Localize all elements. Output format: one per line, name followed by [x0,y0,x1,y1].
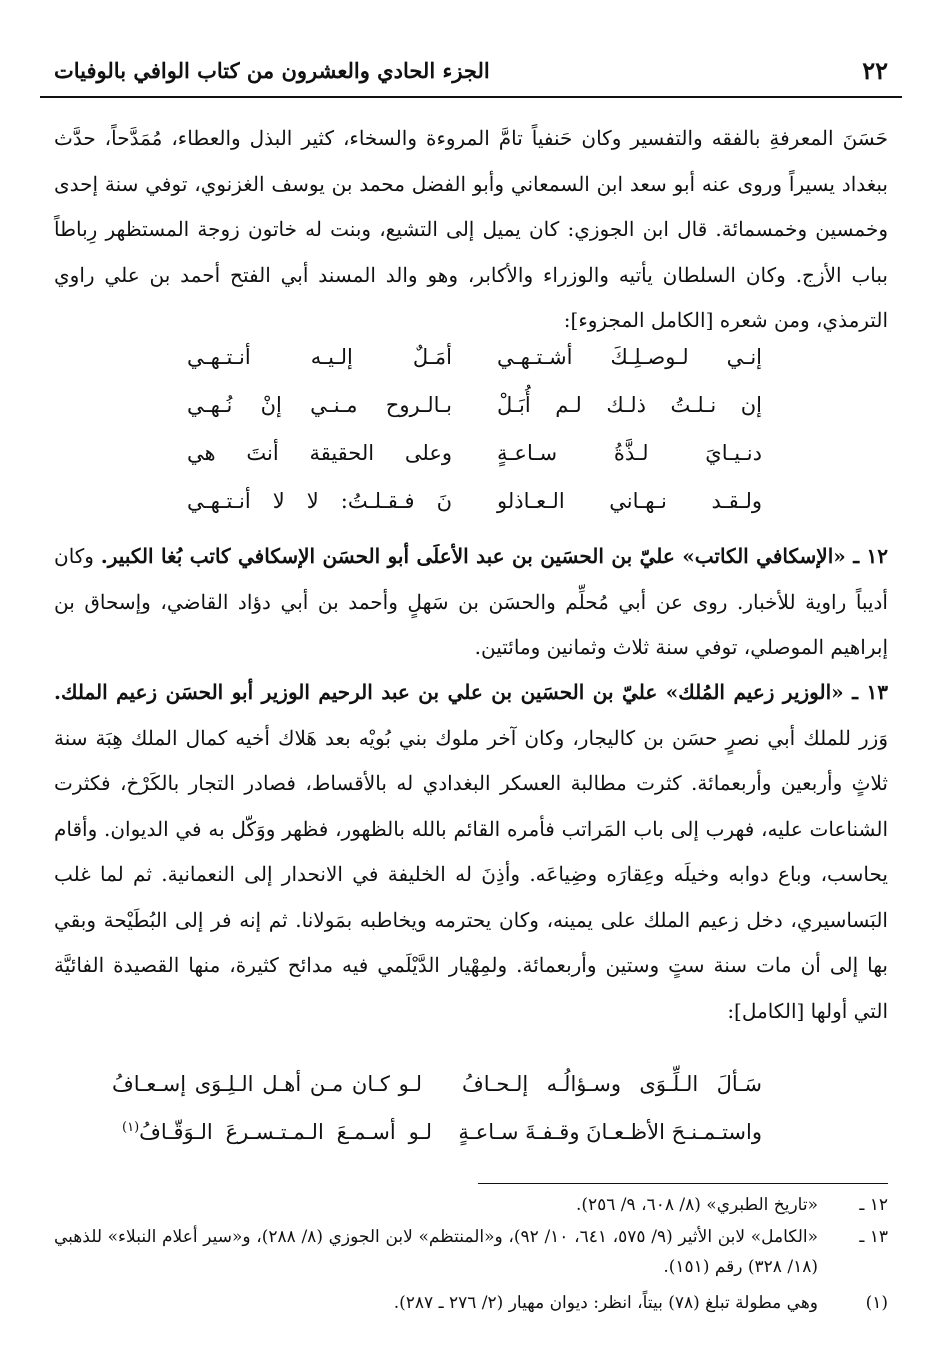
poem-verse [162,393,762,447]
page-header [40,52,902,98]
verse-first-hemistich: إن نـلـتُ ذلـك لـم أُبَـلْ [497,393,762,417]
page-number: ٢٢ [862,56,888,85]
footnote [54,1222,888,1282]
footnote-text: وهي مطولة تبلغ (٧٨) بيتاً، انظر: ديوان مهيار (٢/ ٢٧٦ ـ ٢٨٧). [393,1293,818,1313]
entry-13-heading: ١٣ ـ «الوزير زعيم المُلك» عليّ بن الحسَين بن علي بن عبد الرحيم الوزير أبو الحسَن زعيم الملك. [54,680,888,704]
footnote-number: ١٢ ـ [859,1195,888,1215]
verse-first-hemistich: ولـقـد نـهـاني الـعـاذلو [497,489,762,513]
entry-13 [54,670,888,1034]
footnote-text: «تاريخ الطبري» (٨/ ٦٠٨، ٩/ ٢٥٦). [575,1195,818,1215]
footnote-divider [478,1183,888,1184]
verse-first-hemistich: واستـمـنـحَ الأظـعـانَ وقـفـةَ سـاعـةٍ [458,1120,762,1144]
verse-first-hemistich: دنـيـايَ لـذَّةُ سـاعـةٍ [497,441,762,465]
footnote [54,1288,888,1318]
verse-first-hemistich: إنـي لـوصـلِـكَ أشـتـهـي [497,345,762,369]
intro-paragraph: حَسَنَ المعرفةِ بالفقه والتفسير وكان حَنفياً تامَّ المروءة والسخاء، كثير البذل والعطاء، مُمَدَّحاً، حدَّث ببغداد يسيراً وروى عنه أبو سعد ابن السمعاني وأبو الفضل محمد بن يوسف الغزنوي، توفي سنة إحدى وخمسين وخمسمائة. قال ابن الجوزي: كان يميل إلى التشيع، وبنت له خاتون زوجة المستظهر رِباطاً بباب الأزج. وكان السلطان يأتيه والوزراء والأكابر، وهو والد المسند أبي الفتح أحمد بن علي راوي الترمذي، ومن شعره [الكامل المجزوء]: [54,126,888,332]
verse-second-hemistich: أمَـلٌ إلـيـه أنـتـهـي [187,345,452,369]
entry-12 [54,534,888,671]
footnote-number: ١٣ ـ [859,1227,888,1247]
poem-verse [162,345,762,399]
poem-verse [162,441,762,495]
footnote-text: «الكامل» لابن الأثير (٩/ ٥٧٥، ٦٤١، ١٠/ ٩٢)، و«المنتظم» لابن الجوزي (٨/ ٢٨٨)، و«سير أعلام النبلاء» للذهبي (١٨/ ٣٢٨) رقم (١٥١). [54,1227,818,1277]
entry-12-heading: ١٢ ـ «الإسكافي الكاتب» عليّ بن الحسَين بن عبد الأعلَى أبو الحسَن الإسكافي كاتب بُغا الكبير. [100,544,888,568]
verse-first-hemistich: سَـألَ الـلِّـوَى وسـؤالُـه إلـحـافُ [462,1072,762,1096]
verse-second-hemistich: لـو كـان مـن أهـل الـلِـوَى إسـعـافُ [112,1072,422,1096]
running-title: الجزء الحادي والعشرون من كتاب الوافي بالوفيات [54,58,490,83]
footnote-number: (١) [865,1293,888,1313]
entry-12-text: وكان أديباً راوية للأخبار. روى عن أبي مُحلِّم والحسَن بن سَهلٍ وأحمد بن أبي دؤاد القاضي، وإسحاق بن إبراهيم الموصلي، توفي سنة ثلاث وثمانين ومائتين. [54,544,888,659]
footnote [54,1190,888,1220]
footnote-ref[interactable]: (١) [122,1120,140,1135]
poem-verse [112,1072,762,1126]
verse-second-hemistich: وعلى الحقيقة أنتَ هي [187,441,452,465]
poem-verse [122,1120,762,1174]
verse-second-hemistich: نَ فـقـلـتُ: لا لا أنـتـهـي [187,489,452,513]
verse-second-hemistich: بـالـروح مـنـي إنْ نُـهـي [187,393,452,417]
verse-second-hemistich: لـو أسـمـعَ الـمـتـسـرعَ الـوَقّـافُ$^{(١)}$ [122,1120,432,1144]
entry-13-text: وَزر للملك أبي نصرٍ حسَن بن كاليجار، وكان آخر ملوك بني بُويْه بعد هَلاك أخيه كمال الملك هِبَة سنة ثلاثٍ وأربعين وأربعمائة. كثرت مطالبة العسكر البغدادي له بالأقساط، فصادر التجار بالكَرْخ، فكثرت الشناعات عليه، فهرب إلى باب المَراتب فأمره القائم بالله بالظهور، فظهر ووَكّل به في الديوان. وأقام يحاسب، وباع دوابه وخيلَه وعِقارَه وضِياعَه. وأذِنَ له الخليفة في الانحدار إلى النعمانية. ثم لما غلب البَساسيري، دخل زعيم الملك على يمينه، وكان يحترمه ويخاطبه بمَولانا. ثم إنه فر إلى البُطَيْحة وبقي بها إلى أن مات سنة ستٍ وستين وأربعمائة. ولمِهْيار الدَّيْلَمي فيه مدائح كثيرة، منها القصيدة الفائيَّة التي أولها [الكامل]: [54,725,888,1023]
